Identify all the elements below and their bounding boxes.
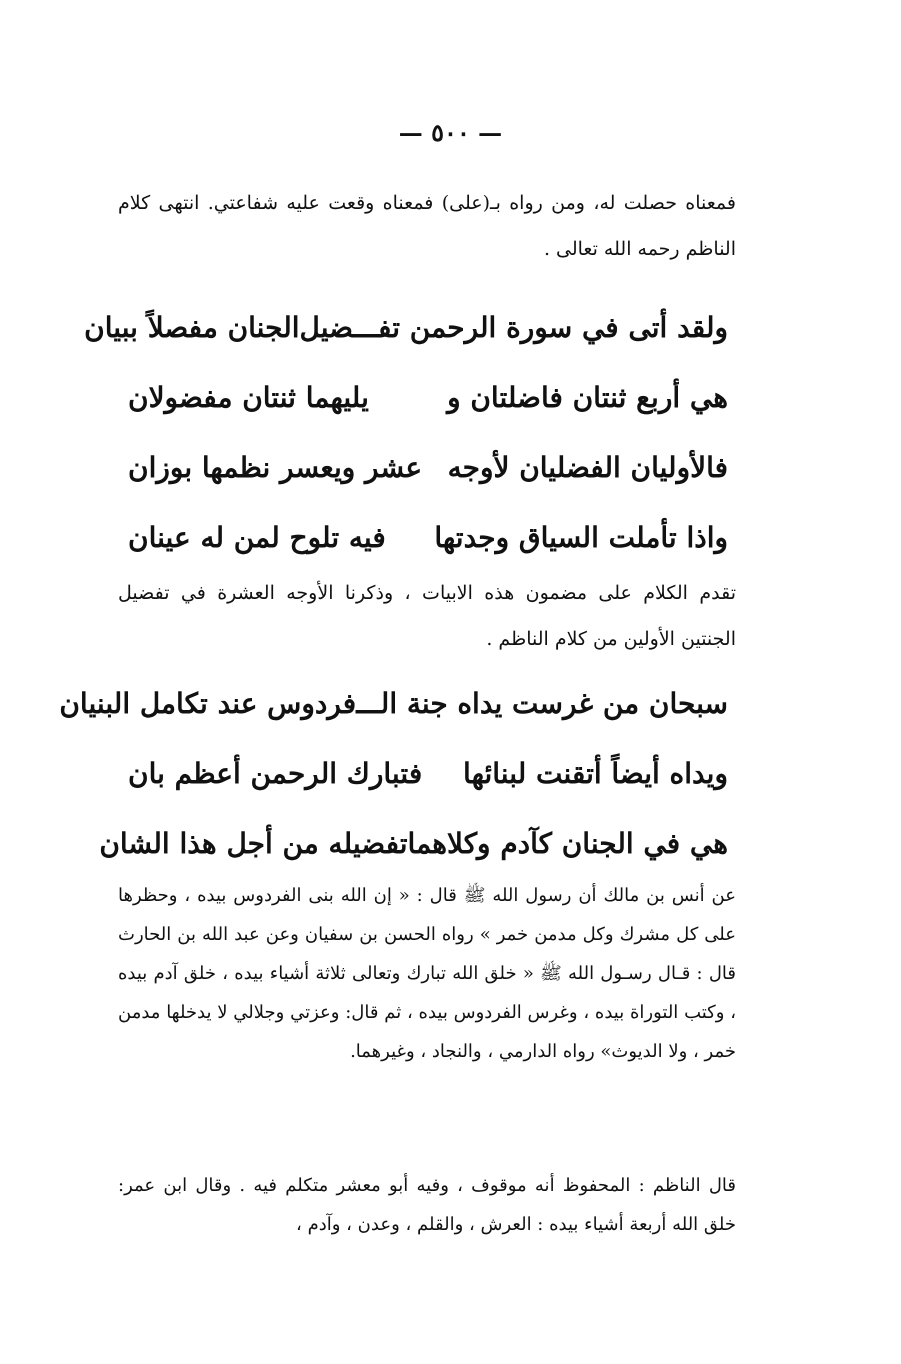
verse-second-hemistich: يليهما ثنتان مفضولان — [128, 380, 369, 414]
verse-line — [128, 432, 728, 502]
verse-second-hemistich: عشر ويعسر نظمها بوزان — [128, 450, 423, 484]
verse-line — [128, 738, 728, 808]
poem-verses-second — [59, 668, 728, 878]
verse-line — [128, 362, 728, 432]
verse-first-hemistich: هي أربع ثنتان فاضلتان و — [447, 380, 728, 414]
verse-second-hemistich: فردوس عند تكامل البنيان — [59, 686, 357, 720]
commentary-paragraph — [118, 570, 736, 662]
verse-second-hemistich: فيه تلوح لمن له عينان — [128, 520, 386, 554]
verse-first-hemistich: هي في الجنان كآدم وكلاهما — [407, 826, 728, 860]
verse-first-hemistich: ويداه أيضاً أتقنت لبنائها — [463, 756, 728, 790]
nazim-paragraph — [118, 1166, 736, 1244]
verse-line — [99, 808, 728, 878]
hadith-paragraph — [118, 876, 736, 1071]
verse-first-hemistich: واذا تأملت السياق وجدتها — [434, 520, 728, 554]
verse-line — [59, 668, 728, 738]
verse-line — [84, 292, 728, 362]
verse-line — [128, 502, 728, 572]
nazim-text: قال الناظم : المحفوظ أنه موقوف ، وفيه أبو معشر متكلم فيه . وقال ابن عمر: خلق الله أربعة أشياء بيده : العرش ، والقلم ، وعدن ، وآدم ، — [118, 1175, 736, 1235]
verse-first-hemistich: ولقد أتى في سورة الرحمن تفـــضيل — [299, 310, 728, 344]
page-number: — ٥٠٠ — — [398, 118, 503, 147]
intro-text: فمعناه حصلت له، ومن رواه بـ(على) فمعناه وقعت عليه شفاعتي. انتهى كلام الناظم رحمه الله تعالى . — [118, 192, 736, 260]
verse-second-hemistich: فتبارك الرحمن أعظم بان — [128, 756, 423, 790]
hadith-text: عن أنس بن مالك أن رسول الله ﷺ قال : « إن الله بنى الفردوس بيده ، وحظرها على كل مشرك وكل مدمن خمر » رواه الحسن بن سفيان وعن عبد الله بن الحارث قال : قـال رسـول الله ﷺ « خلق الله تبارك وتعالى ثلاثة أشياء بيده ، خلق آدم بيده ، وكتب التوراة بيده ، وغرس الفردوس بيده ، ثم قال: وعزتي وجلالي لا يدخلها مدمن خمر ، ولا الديوث» رواه الدارمي ، والنجاد ، وغيرهما. — [118, 885, 736, 1062]
intro-paragraph — [118, 180, 736, 272]
verse-second-hemistich: الجنان مفصلاً ببيان — [84, 310, 300, 344]
commentary-text: تقدم الكلام على مضمون هذه الابيات ، وذكرنا الأوجه العشرة في تفضيل الجنتين الأولين من كلام الناظم . — [118, 582, 736, 650]
verse-first-hemistich: سبحان من غرست يداه جنة الـــ — [356, 686, 728, 720]
verse-first-hemistich: فالأوليان الفضليان لأوجه — [447, 450, 728, 484]
poem-verses-first — [84, 292, 728, 572]
verse-second-hemistich: تفضيله من أجل هذا الشان — [99, 826, 408, 860]
